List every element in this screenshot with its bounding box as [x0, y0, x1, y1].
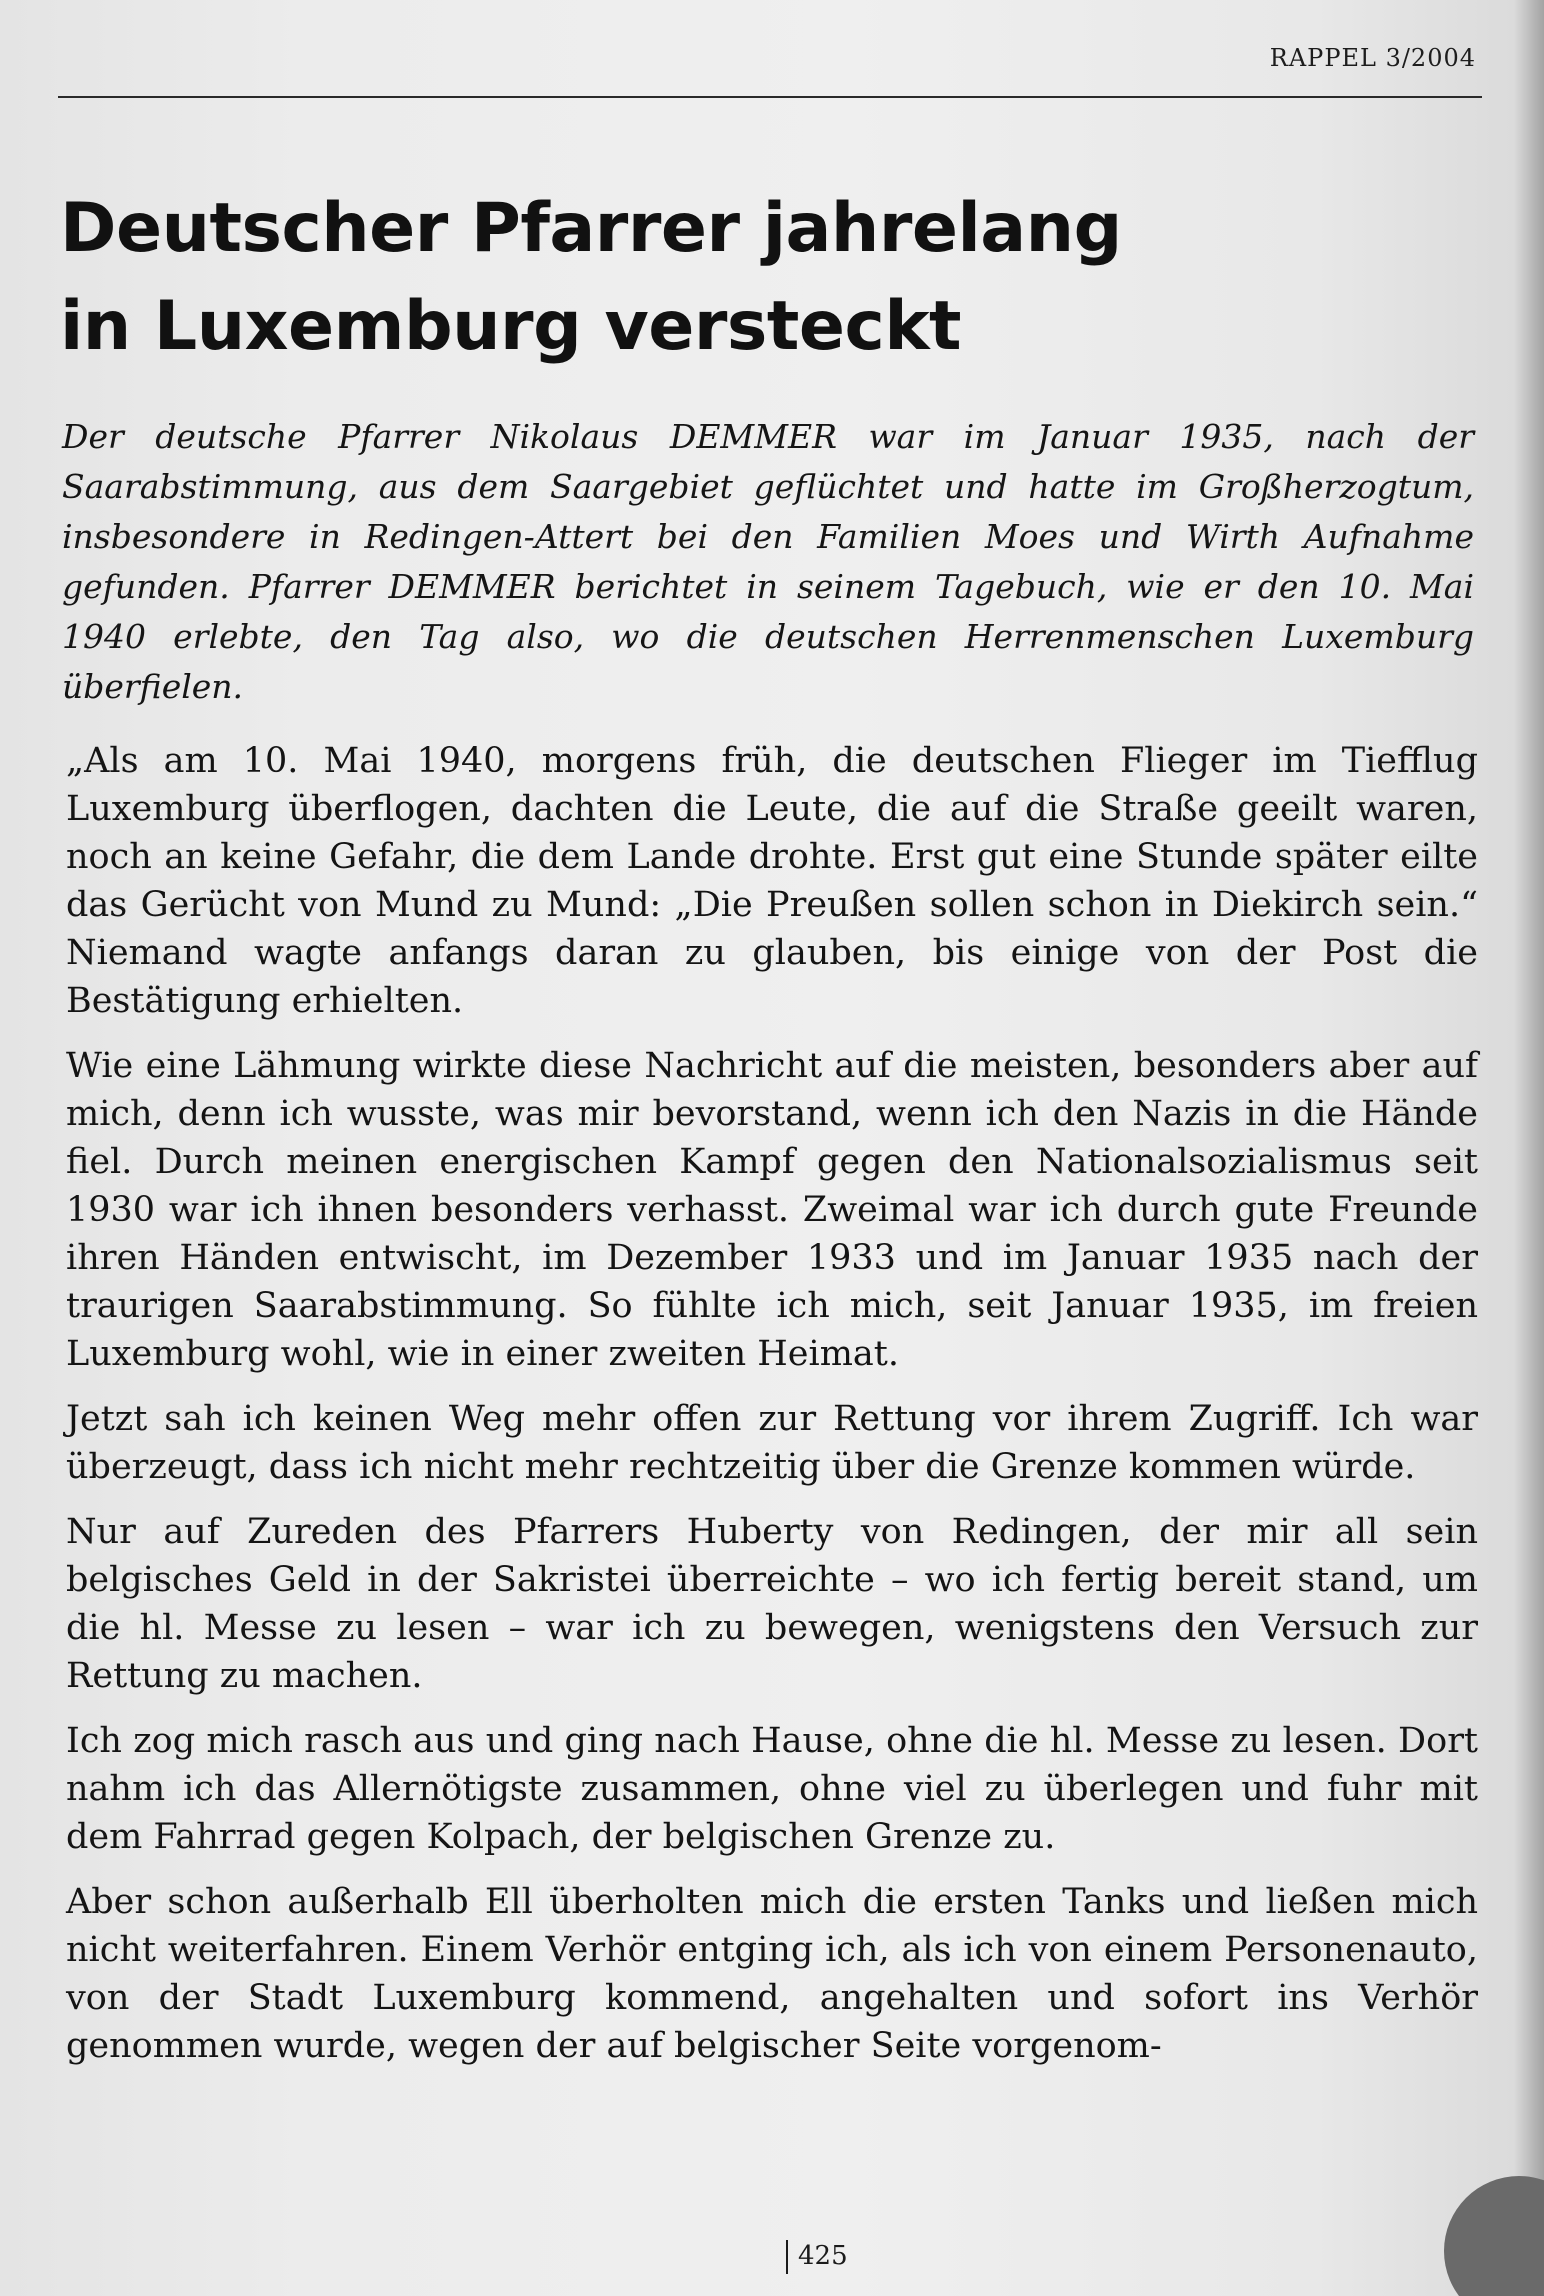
article-lead: Der deutsche Pfarrer Nikolaus DEMMER war im Januar 1935, nach der Saarabstimmung, aus dem Saargebiet geflüchtet und hatte im Großherzogtum, insbesondere in Redingen-Attert bei den Familien Moes und Wirth Aufnahme gefunden. Pfarrer DEMMER berichtet in seinem Tagebuch, wie er den 10. Mai 1940 erlebte, den Tag also, wo die deutschen Herrenmenschen Luxemburg überfielen.: [62, 417, 1474, 706]
body-paragraph: Ich zog mich rasch aus und ging nach Hause, ohne die hl. Messe zu lesen. Dort nahm ich das Allernötigste zusammen, ohne viel zu überlegen und fuhr mit dem Fahrrad gegen Kolpach, der belgischen Grenze zu.: [66, 1721, 1478, 1857]
body-paragraph: Nur auf Zureden des Pfarrers Huberty von Redingen, der mir all sein belgisches Geld in der Sakristei überreichte – wo ich fertig bereit stand, um die hl. Messe zu lesen – war ich zu bewegen, wenigstens den Versuch zur Rettung zu machen.: [66, 1512, 1478, 1696]
page-number: 425: [798, 2241, 848, 2271]
header-rule: [58, 96, 1482, 98]
page-edge-shadow: [1514, 0, 1544, 2296]
body-paragraph: Jetzt sah ich keinen Weg mehr offen zur Rettung vor ihrem Zugriff. Ich war überzeugt, dass ich nicht mehr rechtzeitig über die Grenze kommen würde.: [66, 1399, 1478, 1487]
article-body: [66, 737, 1478, 2087]
body-paragraph: Aber schon außerhalb Ell überholten mich die ersten Tanks und ließen mich nicht weiterfahren. Einem Verhör entging ich, als ich von einem Personenauto, von der Stadt Luxemburg kommend, angehalten und sofort ins Verhör genommen wurde, wegen der auf belgischer Seite vorgenom-: [66, 1882, 1478, 2066]
footer-divider: [786, 2240, 788, 2274]
page-footer: [786, 2240, 848, 2274]
body-paragraph: „Als am 10. Mai 1940, morgens früh, die deutschen Flieger im Tiefflug Luxemburg überflogen, dachten die Leute, die auf die Straße geeilt waren, noch an keine Gefahr, die dem Lande drohte. Erst gut eine Stunde später eilte das Gerücht von Mund zu Mund: „Die Preußen sollen schon in Diekirch sein.“ Niemand wagte anfangs daran zu glauben, bis einige von der Post die Bestätigung erhielten.: [66, 741, 1478, 1021]
running-header: RAPPEL 3/2004: [1269, 44, 1476, 72]
body-paragraph: Wie eine Lähmung wirkte diese Nachricht auf die meisten, besonders aber auf mich, denn ich wusste, was mir bevorstand, wenn ich den Nazis in die Hände fiel. Durch meinen energischen Kampf gegen den Nationalsozialismus seit 1930 war ich ihnen besonders verhasst. Zweimal war ich durch gute Freunde ihren Händen entwischt, im Dezember 1933 und im Januar 1935 nach der traurigen Saarabstimmung. So fühlte ich mich, seit Januar 1935, im freien Luxemburg wohl, wie in einer zweiten Heimat.: [66, 1046, 1478, 1374]
article-title-line-1: Deutscher Pfarrer jahrelang: [60, 189, 1122, 268]
article-title: [60, 180, 1460, 376]
page-corner-shadow: [1444, 2176, 1544, 2296]
article-title-line-2: in Luxemburg versteckt: [60, 287, 962, 366]
